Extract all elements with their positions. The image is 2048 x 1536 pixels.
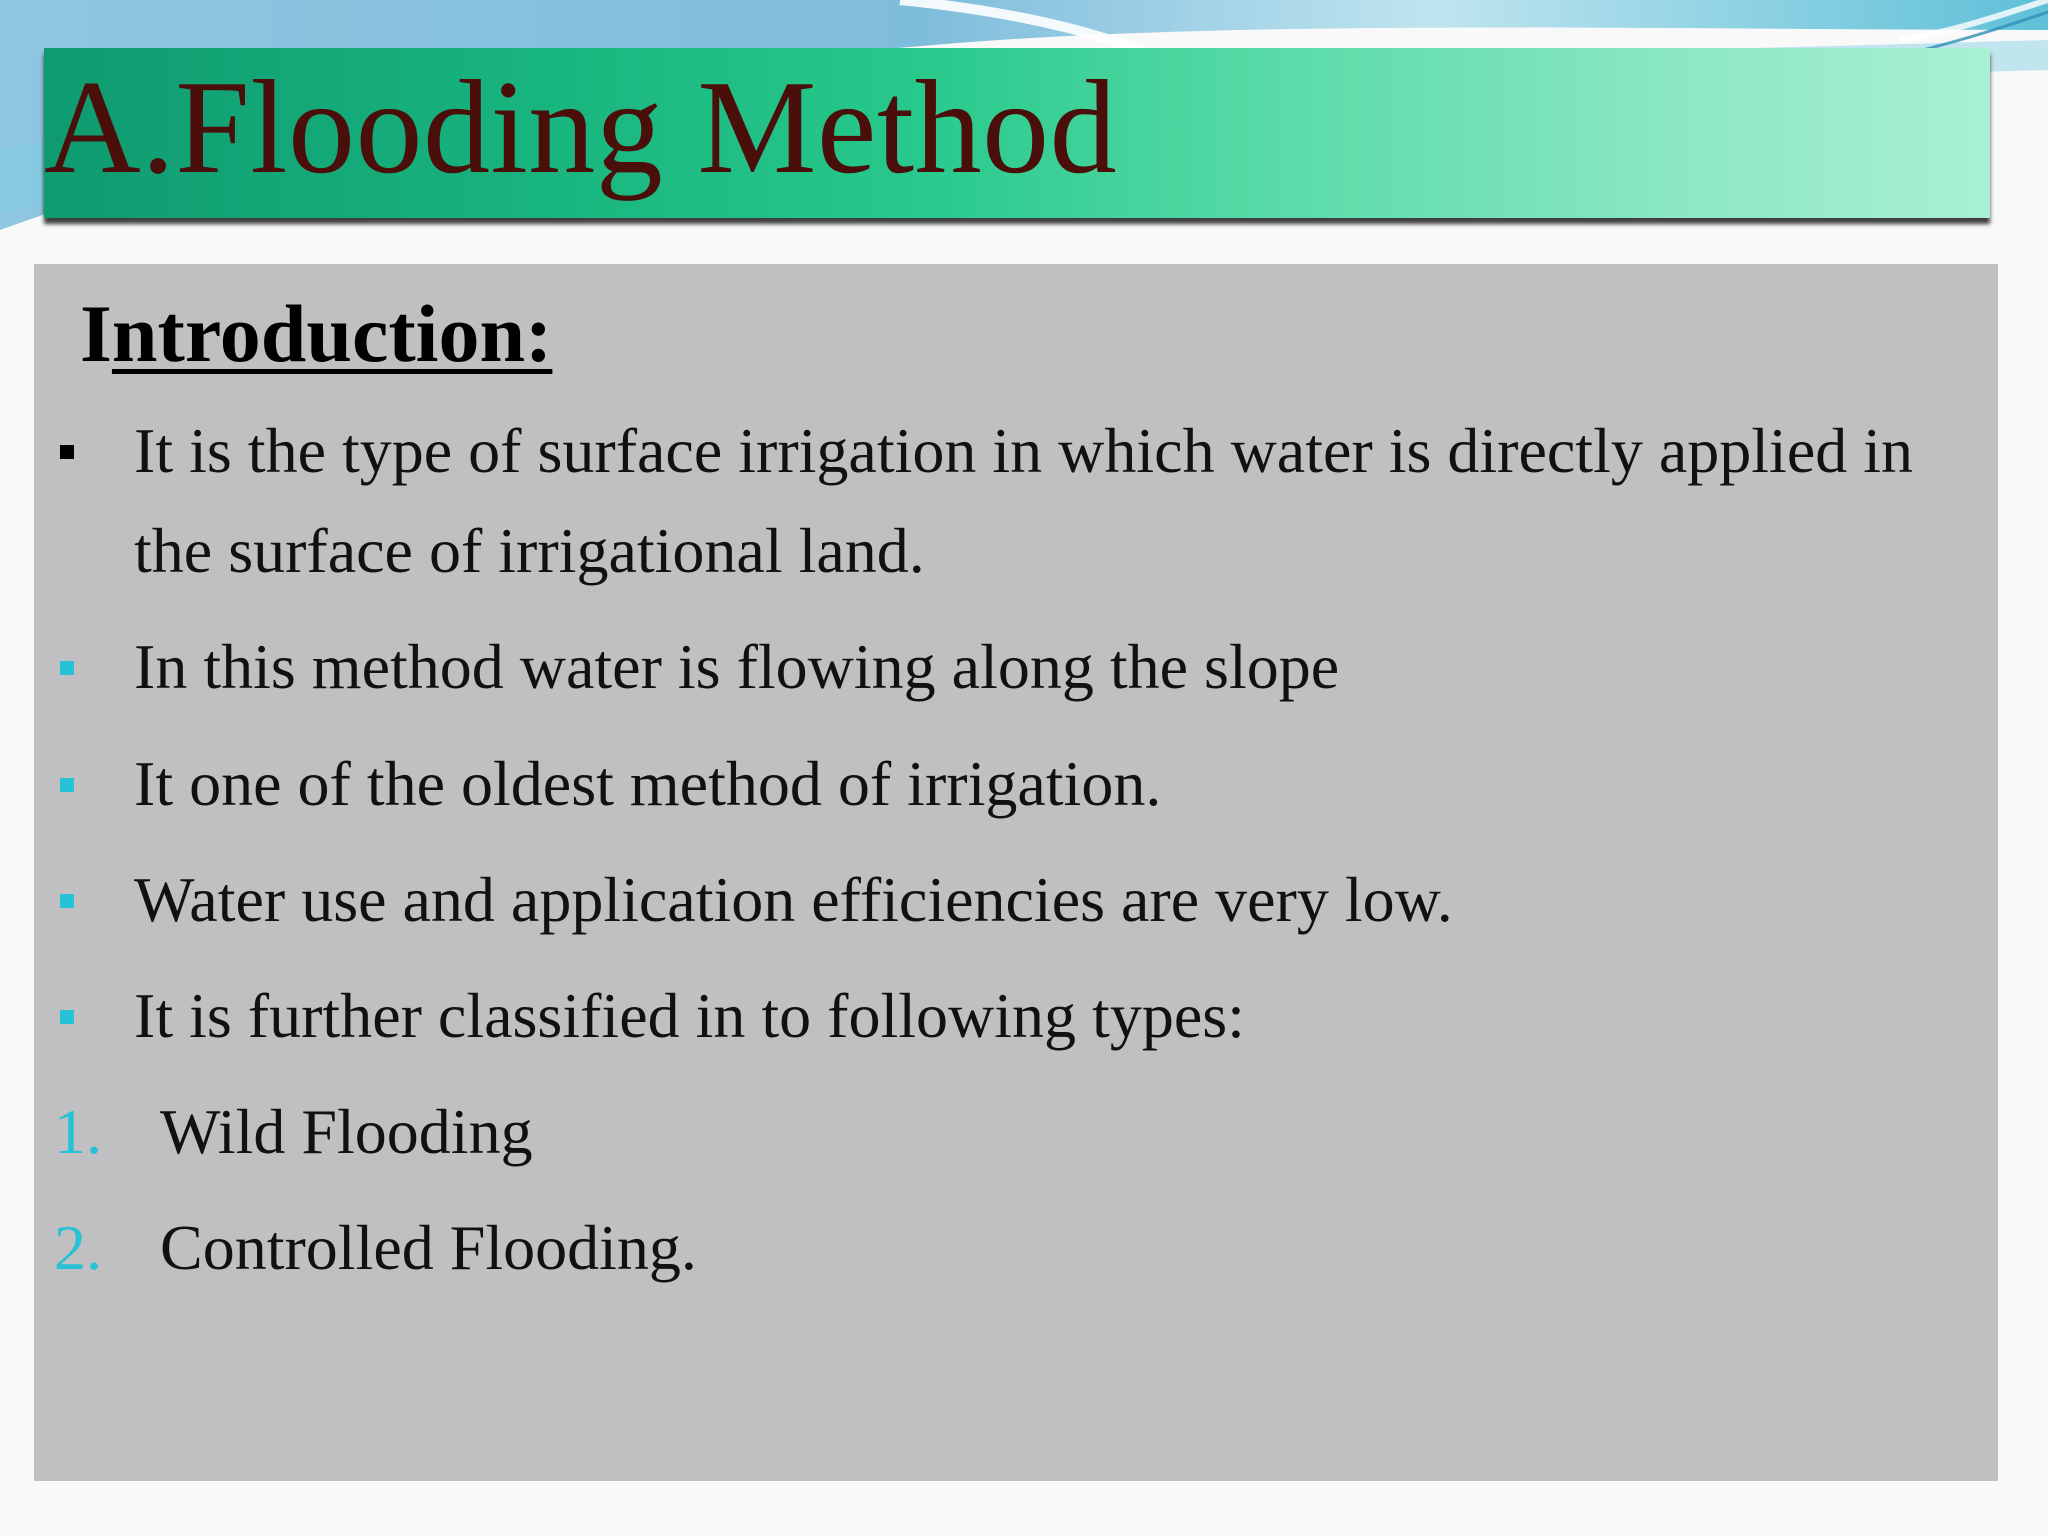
heading-rest: ntroduction: [111, 288, 553, 379]
bullet-text: Water use and application efficiencies are very low. [134, 864, 1453, 935]
item-number: 1. [54, 1096, 102, 1167]
section-heading [80, 284, 552, 384]
bullet-text: It is the type of surface irrigation in which water is directly applied in the surface of irrigational land. [134, 415, 1913, 586]
square-bullet-icon [60, 1010, 74, 1024]
item-number: 2. [54, 1212, 102, 1283]
content-box [34, 264, 1998, 1481]
square-bullet-icon [60, 778, 74, 792]
bullet-text: It is further classified in to following types: [134, 980, 1245, 1051]
slide-title: A.Flooding Method [44, 53, 1118, 201]
square-bullet-icon [60, 894, 74, 908]
square-bullet-icon [60, 445, 74, 459]
heading-first-letter: I [80, 288, 112, 379]
square-bullet-icon [60, 661, 74, 675]
bullet-text: In this method water is flowing along the slope [134, 631, 1340, 702]
bullet-text: It one of the oldest method of irrigation. [134, 748, 1162, 819]
numbered-text: Wild Flooding [160, 1096, 533, 1167]
title-bar [44, 48, 1990, 218]
numbered-text: Controlled Flooding. [160, 1212, 697, 1283]
